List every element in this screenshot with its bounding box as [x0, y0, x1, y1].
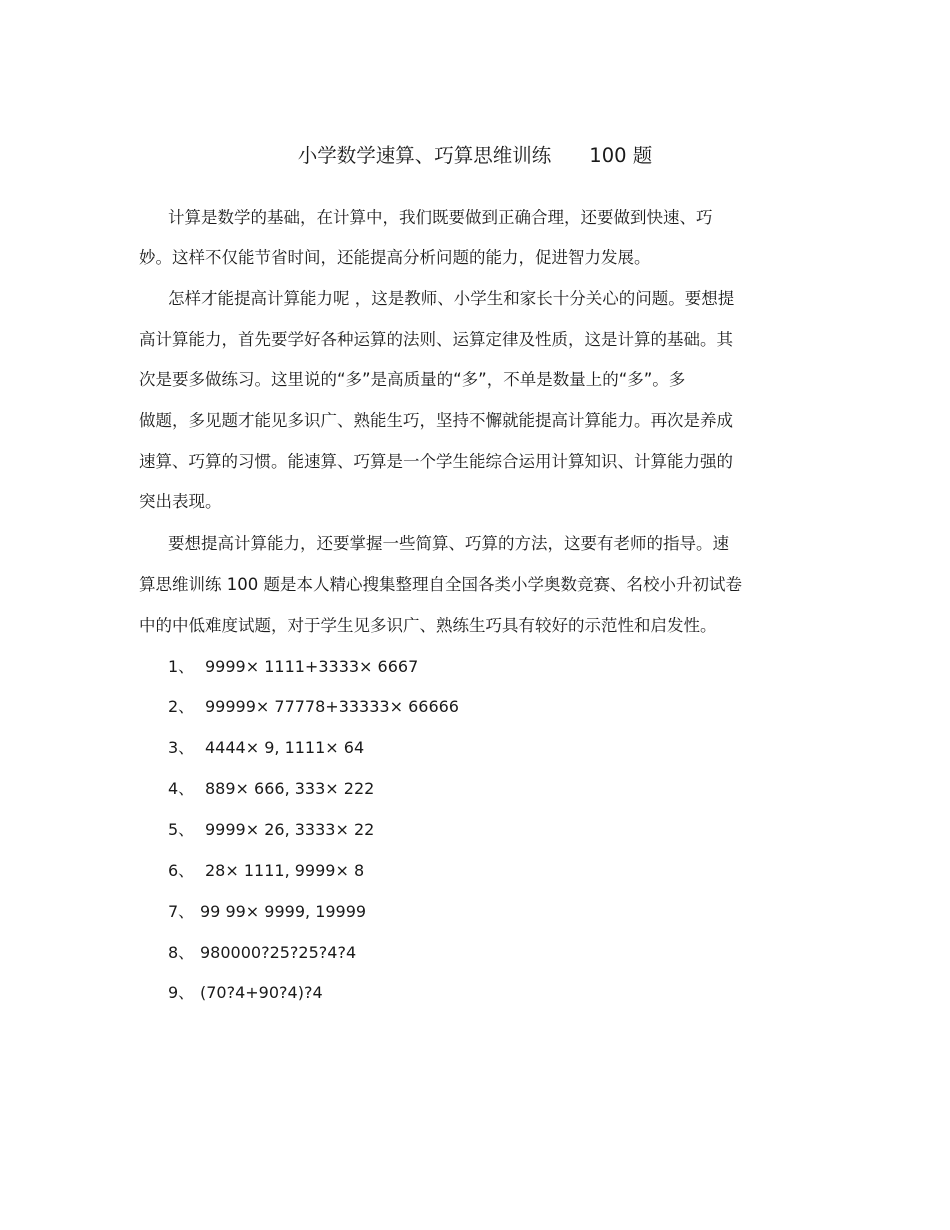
paragraph-2-line-5: 速算、巧算的习惯。能速算、巧算是一个学生能综合运用计算知识、计算能力强的: [139, 452, 733, 471]
problem-item: [168, 860, 364, 882]
problem-item: [168, 778, 374, 800]
problem-number: 3、: [168, 738, 195, 757]
problem-number: 7、: [168, 902, 195, 921]
problem-expression: 889× 666, 333× 222: [205, 779, 375, 798]
problem-item: [168, 942, 356, 964]
paragraph-1-line-1: 计算是数学的基础，在计算中，我们既要做到正确合理，还要做到快速、巧: [168, 208, 713, 227]
problem-number: 9、: [168, 983, 195, 1002]
problem-expression: 9999× 26, 3333× 22: [205, 820, 375, 839]
problem-number: 6、: [168, 861, 195, 880]
problem-expression: 980000?25?25?4?4: [200, 943, 357, 962]
paragraph-3-line-3: 中的中低难度试题，对于学生见多识广、熟练生巧具有较好的示范性和启发性。: [139, 616, 717, 635]
paragraph-3-line-1: 要想提高计算能力，还要掌握一些简算、巧算的方法，这要有老师的指导。速: [168, 534, 729, 553]
problem-expression: (70?4+90?4)?4: [200, 983, 323, 1002]
paragraph-2-line-3: 次是要多做练习。这里说的“多”是高质量的“多”，不单是数量上的“多”。多: [139, 370, 686, 389]
title-count: 100 题: [589, 144, 653, 167]
problem-expression: 99999× 77778+33333× 66666: [205, 697, 459, 716]
title-main: 小学数学速算、巧算思维训练: [297, 144, 552, 167]
problem-expression: 4444× 9, 1111× 64: [205, 738, 365, 757]
problem-item: [168, 696, 459, 718]
problem-item: [168, 737, 364, 759]
problem-expression: 9999× 1111+3333× 6667: [205, 657, 419, 676]
paragraph-2-line-4: 做题，多见题才能见多识广、熟能生巧，坚持不懈就能提高计算能力。再次是养成: [139, 411, 733, 430]
problem-item: [168, 901, 366, 923]
paragraph-3-line-2: 算思维训练 100 题是本人精心搜集整理自全国各类小学奥数竞赛、名校小升初试卷: [139, 575, 742, 594]
paragraph-2-line-1: 怎样才能提高计算能力呢 ，这是教师、小学生和家长十分关心的问题。要想提: [168, 289, 735, 308]
paragraph-2-line-2: 高计算能力，首先要学好各种运算的法则、运算定律及性质，这是计算的基础。其: [139, 330, 733, 349]
problem-item: [168, 656, 418, 678]
problem-number: 8、: [168, 943, 195, 962]
problem-item: [168, 819, 374, 841]
problem-number: 5、: [168, 820, 195, 839]
problem-expression: 28× 1111, 9999× 8: [205, 861, 365, 880]
problem-number: 4、: [168, 779, 195, 798]
problem-number: 2、: [168, 697, 195, 716]
paragraph-1-line-2: 妙。这样不仅能节省时间，还能提高分析问题的能力，促进智力发展。: [139, 248, 651, 267]
paragraph-2-line-6: 突出表现。: [139, 492, 222, 511]
problem-item: [168, 982, 323, 1004]
problem-number: 1、: [168, 657, 195, 676]
page-title: [0, 143, 950, 169]
problem-expression: 99 99× 9999, 19999: [200, 902, 367, 921]
